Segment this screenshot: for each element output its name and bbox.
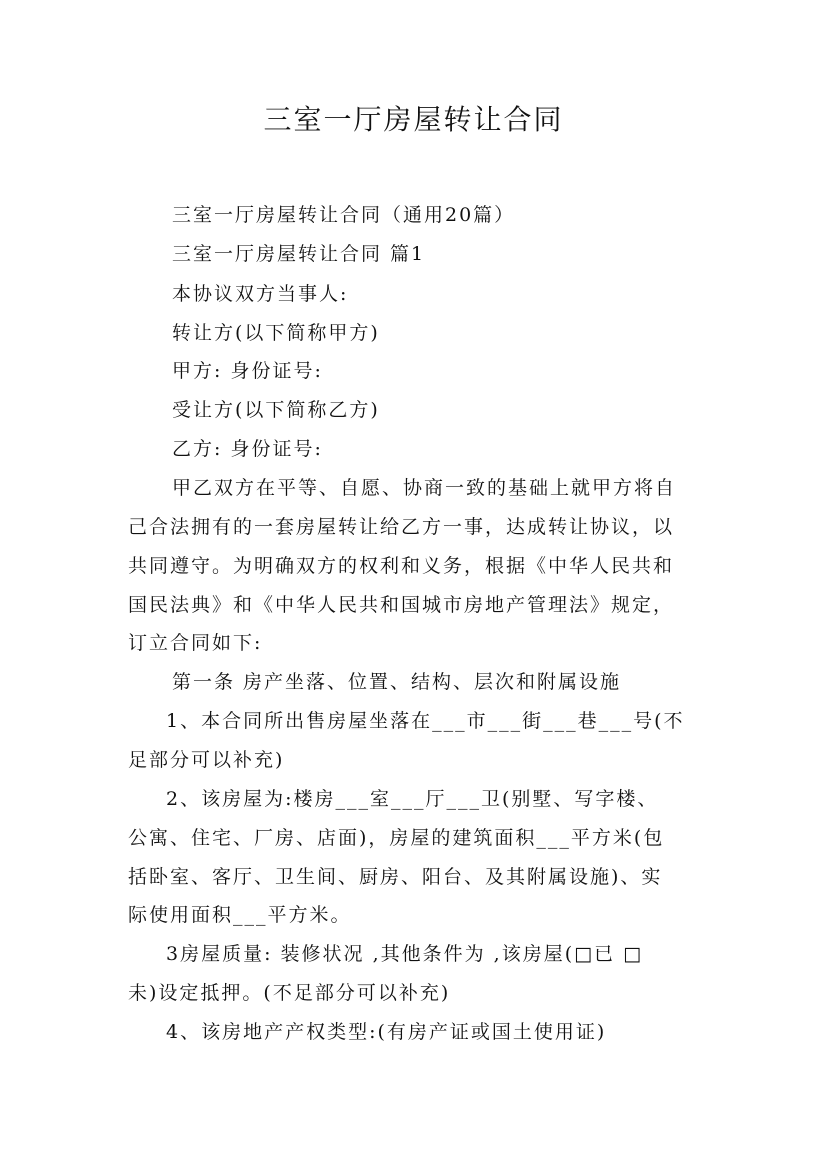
- subtitle-line: 三室一厅房屋转让合同（通用20篇）: [172, 204, 516, 226]
- paragraph-line: 本协议双方当事人:: [172, 283, 349, 305]
- paragraph-line: 甲方: 身份证号:: [172, 360, 323, 382]
- paragraph-line: 甲乙双方在平等、自愿、协商一致的基础上就甲方将自: [172, 477, 677, 499]
- paragraph-line: 订立合同如下:: [128, 632, 263, 654]
- document-title: 三室一厅房屋转让合同: [263, 103, 564, 136]
- paragraph-line: 公寓、住宅、厂房、店面)，房屋的建筑面积___平方米(包: [128, 827, 665, 849]
- paragraph-line: 括卧室、客厅、卫生间、厨房、阳台、及其附属设施)、实: [128, 866, 663, 888]
- paragraph-line: 乙方: 身份证号:: [172, 438, 323, 460]
- paragraph-line: 己合法拥有的一套房屋转让给乙方一事，达成转让协议，以: [128, 516, 675, 538]
- paragraph-line: 受让方(以下简称乙方): [172, 399, 380, 421]
- paragraph-line: 4、该房地产产权类型:(有房产证或国土使用证): [166, 1021, 607, 1043]
- paragraph-line: 转让方(以下简称甲方): [172, 322, 380, 344]
- paragraph-line: 3房屋质量: 装修状况 ,其他条件为 ,该房屋(□已 □: [166, 943, 644, 965]
- paragraph-line: 足部分可以补充): [128, 749, 285, 771]
- paragraph-line: 际使用面积___平方米。: [128, 904, 352, 926]
- article-heading: 第一条 房产坐落、位置、结构、层次和附属设施: [172, 671, 622, 693]
- paragraph-line: 1、本合同所出售房屋坐落在___市___街___巷___号(不: [166, 710, 685, 732]
- section-heading: 三室一厅房屋转让合同 篇1: [172, 243, 426, 265]
- paragraph-line: 共同遵守。为明确双方的权利和义务，根据《中华人民共和: [128, 555, 675, 577]
- paragraph-line: 2、该房屋为:楼房___室___厅___卫(别墅、写字楼、: [166, 788, 659, 810]
- paragraph-line: 未)设定抵押。(不足部分可以补充): [128, 982, 451, 1004]
- paragraph-line: 国民法典》和《中华人民共和国城市房地产管理法》规定，: [128, 594, 675, 616]
